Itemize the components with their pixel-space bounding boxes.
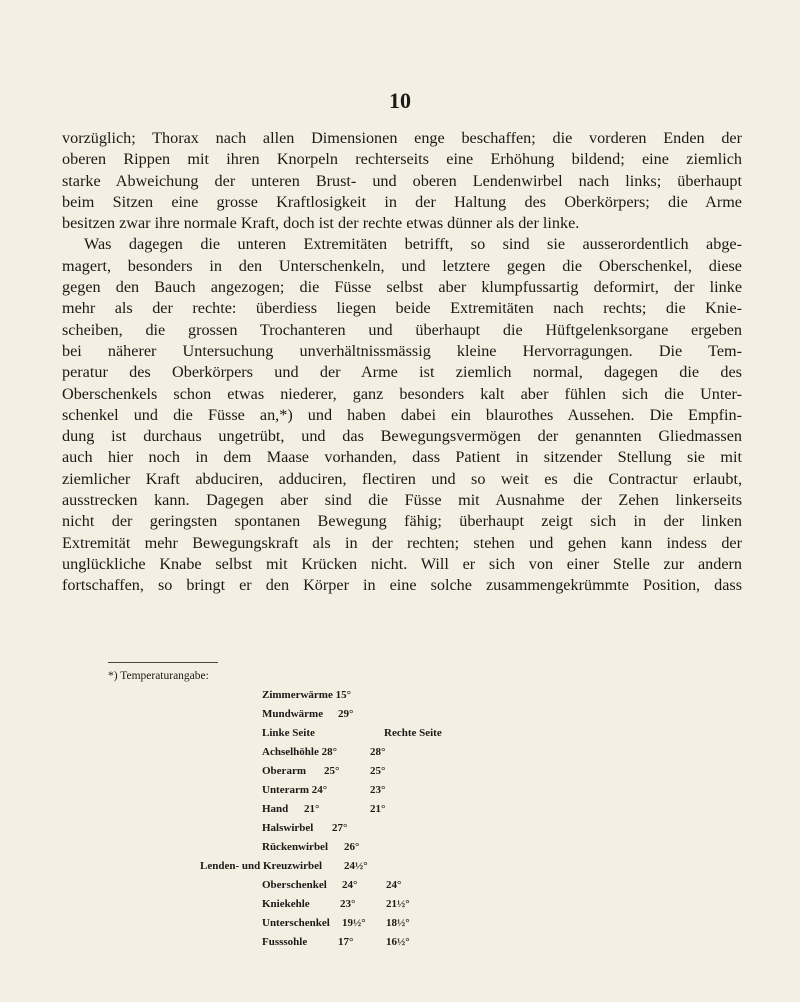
body-line: ausstrecken kann. Dagegen aber sind die Füsse mit Ausnahme der Zehen linkerseits	[62, 491, 742, 510]
row-value-left: 24½°	[344, 860, 368, 872]
body-line: besitzen zwar ihre normale Kraft, doch ist der rechte etwas dünner als der linke.	[62, 214, 580, 233]
body-line: Was dagegen die unteren Extremitäten betrifft, so sind sie ausserordentlich abge-	[84, 235, 742, 254]
row-label: Zimmerwärme 15°	[262, 689, 352, 701]
row-label: Linke Seite	[262, 727, 315, 739]
row-label: Achselhöhle 28°	[262, 746, 337, 758]
body-line: beim Sitzen eine grosse Kraftlosigkeit in der Haltung des Oberkörpers; die Arme	[62, 192, 742, 211]
page-number: 10	[389, 88, 411, 113]
row-value-right: 16½°	[386, 936, 410, 948]
row-value-left: 24°	[342, 879, 358, 891]
body-line: schenkel und die Füsse an,*) und haben dabei ein blaurothes Aussehen. Die Empfin-	[62, 405, 742, 424]
row-value-left: 29°	[338, 708, 354, 720]
row-label: Rückenwirbel	[262, 841, 328, 853]
row-label: Lenden- und Kreuzwirbel	[200, 860, 323, 872]
body-line: vorzüglich; Thorax nach allen Dimensionen enge beschaffen; die vorderen Enden der	[62, 129, 742, 147]
row-value-left: 17°	[338, 936, 354, 948]
body-line: magert, besonders in den Unterschenkeln, und letztere gegen die Oberschenkel, diese	[62, 256, 742, 275]
row-value-left: 19½°	[342, 917, 366, 929]
body-line: dung ist durchaus ungetrübt, und das Bewegungsvermögen der genannten Gliedmassen	[62, 427, 742, 446]
row-value-right: Rechte Seite	[384, 727, 442, 739]
body-line: fortschaffen, so bringt er den Körper in eine solche zusammengekrümmte Position, dass	[62, 576, 742, 595]
row-value-left: 27°	[332, 822, 348, 834]
body-line: bei näherer Untersuchung unverhältnissmässig kleine Hervorragungen. Die Tem-	[62, 341, 742, 360]
body-line: oberen Rippen mit ihren Knorpeln rechterseits eine Erhöhung bildend; eine ziemlich	[62, 150, 742, 169]
row-value-left: 26°	[344, 841, 360, 853]
row-value-left: 23°	[370, 784, 386, 796]
body-line: mehr als der rechte: überdiess liegen beide Extremitäten nach rechts; die Knie-	[62, 299, 742, 318]
body-line: unglückliche Knabe selbst mit Krücken nicht. Will er sich von einer Stelle zur andern	[62, 554, 742, 573]
row-value-right: 21½°	[386, 898, 410, 910]
body-line: Oberschenkels schon etwas niederer, ganz besonders kalt aber fühlen sich die Unter-	[62, 384, 742, 403]
row-label: Kniekehle	[262, 898, 310, 910]
row-value-left: 28°	[370, 746, 386, 758]
body-line: Extremität mehr Bewegungskraft als in der rechten; stehen und gehen kann indess der	[62, 533, 742, 552]
row-label: Halswirbel	[262, 822, 314, 834]
row-value-right: 24°	[386, 879, 402, 891]
row-value-left: 21°	[304, 803, 320, 815]
footnote-intro: *) Temperaturangabe:	[108, 670, 209, 682]
body-line: gegen den Bauch angezogen; die Füsse selbst aber klumpfussartig deformirt, der linke	[62, 278, 742, 297]
row-value-right: 21°	[370, 803, 386, 815]
row-value-right: 25°	[370, 765, 386, 777]
row-label: Fusssohle	[262, 936, 308, 948]
row-value-left: 23°	[340, 898, 356, 910]
body-line: starke Abweichung der unteren Brust- und oberen Lendenwirbel nach links; überhaupt	[62, 171, 742, 190]
body-text	[62, 128, 742, 597]
body-line: peratur des Oberkörpers und der Arme ist ziemlich normal, dagegen die des	[62, 363, 742, 382]
row-value-left: 25°	[324, 765, 340, 777]
body-line: auch hier noch in dem Maase vorhanden, dass Patient in sitzender Stellung sie mit	[62, 448, 742, 467]
row-label: Mundwärme	[262, 708, 324, 720]
body-line: nicht der geringsten spontanen Bewegung fähig; überhaupt zeigt sich in der linken	[62, 512, 742, 531]
body-line: scheiben, die grossen Trochanteren und überhaupt die Hüftgelenksorgane ergeben	[62, 320, 742, 339]
row-value-right: 18½°	[386, 917, 410, 929]
row-label: Oberschenkel	[262, 879, 327, 891]
body-line: ziemlicher Kraft abduciren, adduciren, flectiren und so weit es die Contractur erlaubt,	[62, 469, 742, 488]
row-label: Oberarm	[262, 765, 306, 777]
footnote-rule	[108, 662, 218, 663]
row-label: Unterschenkel	[262, 917, 330, 929]
row-label: Unterarm 24°	[262, 784, 328, 796]
row-label: Hand	[262, 803, 289, 815]
